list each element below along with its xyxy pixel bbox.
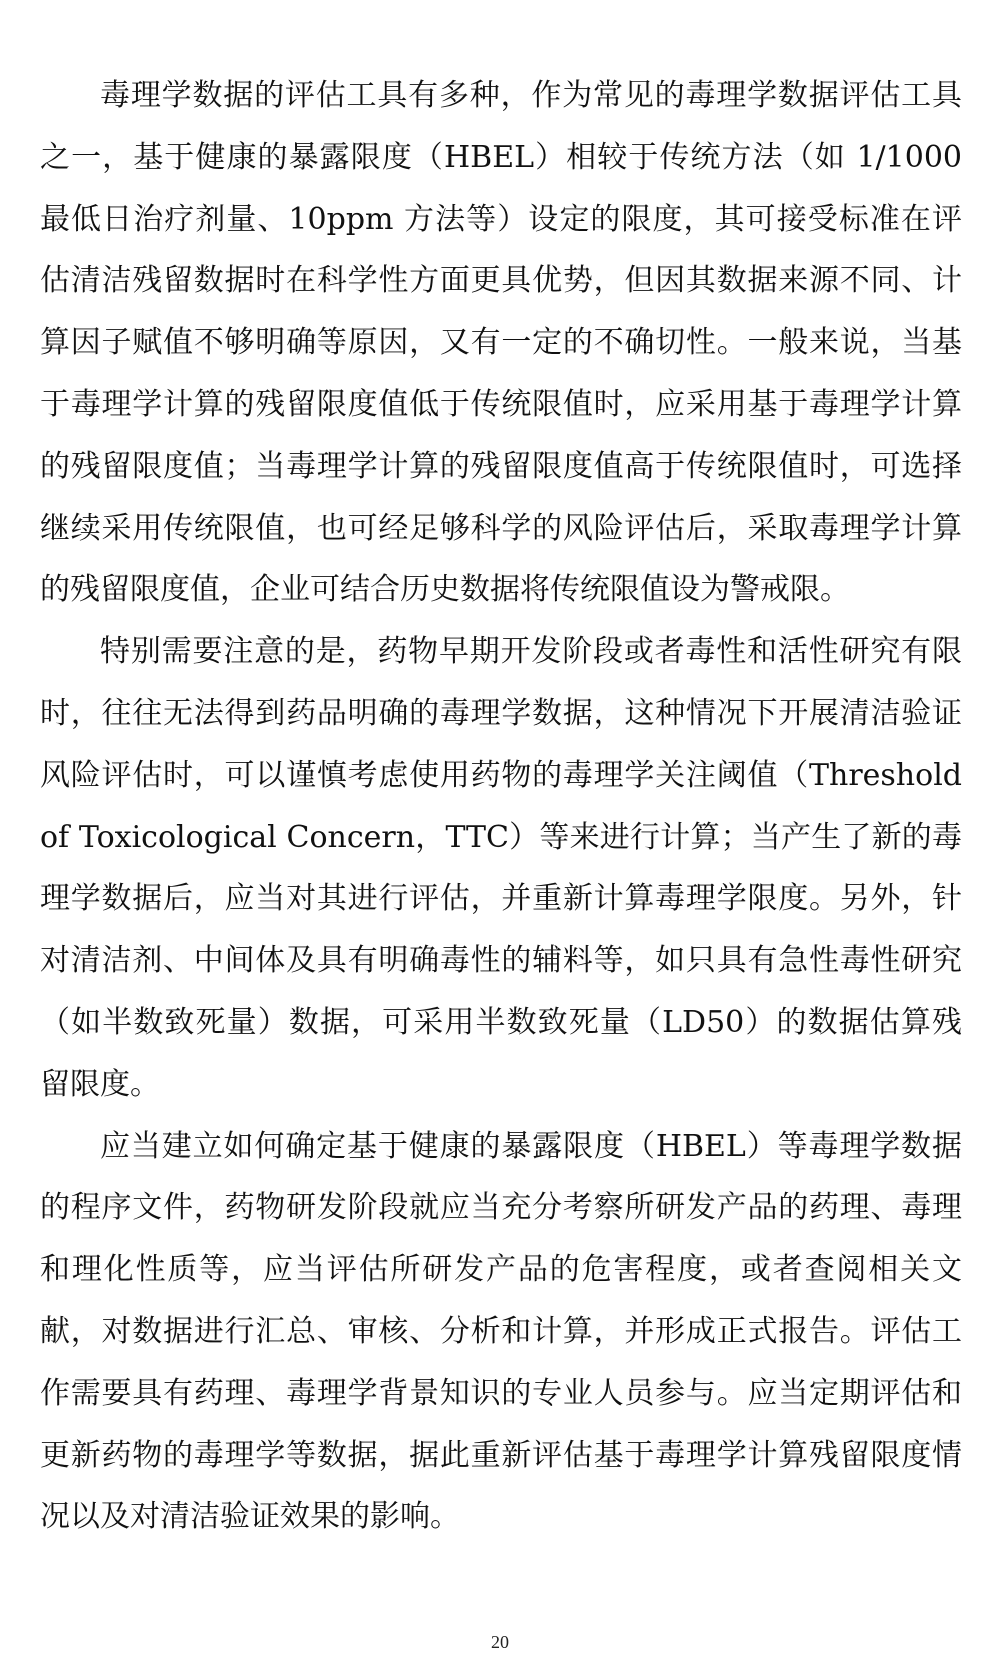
paragraph-2: 特别需要注意的是，药物早期开发阶段或者毒性和活性研究有限时，往往无法得到药品明确的毒理学数据，这种情况下开展清洁验证风险评估时，可以谨慎考虑使用药物的毒理学关注阈值（Threshold of Toxicological Concern，TTC）等来进行计算；当产生了新的毒理学数据后，应当对其进行评估，并重新计算毒理学限度。另外，针对清洁剂、中间体及具有明确毒性的辅料等，如只具有急性毒性研究（如半数致死量）数据，可采用半数致死量（LD50）的数据估算残留限度。	[40, 634, 962, 1102]
document-body	[40, 65, 962, 1548]
paragraph-3: 应当建立如何确定基于健康的暴露限度（HBEL）等毒理学数据的程序文件，药物研发阶段就应当充分考察所研发产品的药理、毒理和理化性质等，应当评估所研发产品的危害程度，或者查阅相关文献，对数据进行汇总、审核、分析和计算，并形成正式报告。评估工作需要具有药理、毒理学背景知识的专业人员参与。应当定期评估和更新药物的毒理学等数据，据此重新评估基于毒理学计算残留限度情况以及对清洁验证效果的影响。	[40, 1128, 962, 1535]
paragraph-1: 毒理学数据的评估工具有多种，作为常见的毒理学数据评估工具之一，基于健康的暴露限度（HBEL）相较于传统方法（如 1/1000 最低日治疗剂量、10ppm 方法等）设定的限度，其可接受标准在评估清洁残留数据时在科学性方面更具优势，但因其数据来源不同、计算因子赋值不够明确等原因，又有一定的不确切性。一般来说，当基于毒理学计算的残留限度值低于传统限值时，应采用基于毒理学计算的残留限度值；当毒理学计算的残留限度值高于传统限值时，可选择继续采用传统限值，也可经足够科学的风险评估后，采取毒理学计算的残留限度值，企业可结合历史数据将传统限值设为警戒限。	[40, 78, 962, 608]
page-number: 20	[491, 1632, 509, 1652]
